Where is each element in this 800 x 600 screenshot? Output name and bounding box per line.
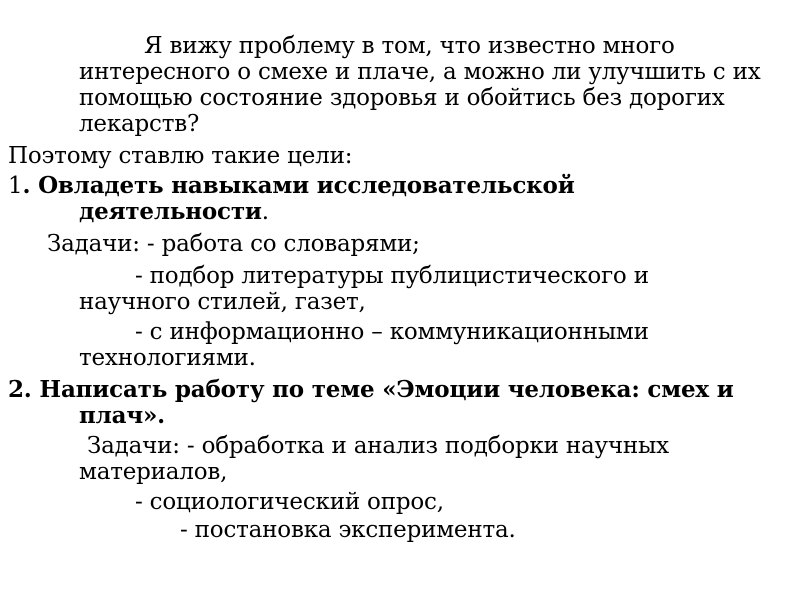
goal-2-tasks-label: Задачи: - обработка и анализ подборки научных [87,433,669,459]
goal-1-period: . [261,199,269,225]
goals-intro: Поэтому ставлю такие цели: [8,143,353,169]
goal-2-task-1-cont: материалов, [79,459,228,485]
goal-1-tasks-label: Задачи: - работа со словарями; [47,231,420,257]
intro-line-1: Я вижу проблему в том, что известно много [144,33,675,59]
goal-2-task-3: - постановка эксперимента. [180,517,516,543]
intro-line-4: лекарств? [79,111,200,137]
goal-1-title-cont [79,199,269,225]
goal-1-task-3-cont: технологиями. [79,345,256,371]
goal-1-title [8,173,575,199]
goal-2-title: 2. Написать работу по теме «Эмоции человека: смех и [8,376,734,403]
intro-line-2: интересного о смехе и плаче, а можно ли улучшить с их [79,59,761,85]
goal-1-text: . Овладеть навыками исследовательской [22,172,575,199]
goal-2-title-cont: плач». [79,402,165,429]
goal-1-task-2-cont: научного стилей, газет, [79,289,366,315]
goal-1-task-3: - с информационно – коммуникационными [135,319,649,345]
goal-2-task-2: - социологический опрос, [135,489,444,515]
goal-1-number: 1 [8,173,23,199]
intro-line-3: помощью состояние здоровья и обойтись без дорогих [79,85,725,111]
goal-1-task-2: - подбор литературы публицистического и [135,263,649,289]
goal-1-title-line-2: деятельности [79,198,262,225]
